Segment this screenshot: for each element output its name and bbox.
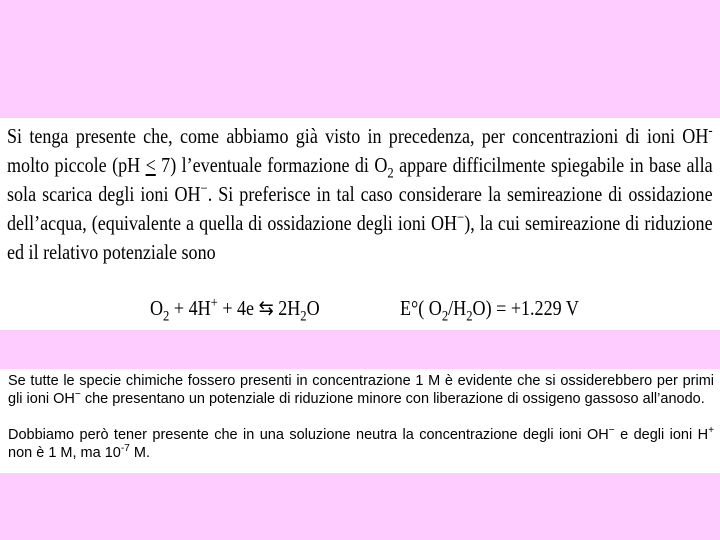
oxidation-paragraph: Se tutte le specie chimiche fossero presenti in concentrazione 1 M è evidente che si ossiderebbero per primi gli ioni OH− che presentano un potenziale di riduzione minore con liberazione di ossigeno gassoso all’anodo. [8, 373, 714, 407]
intro-paragraph: Si tenga presente che, come abbiamo già visto in precedenza, per concentrazioni di ioni OH- molto piccole (pH < 7) l’eventuale formazione di $O_2$ appare difficilmente spiegabile in base alla sola scarica degli ioni OH−. Si preferisce in tal caso considerare la semireazione di ossidazione dell’acqua, (equivalente a quella di ossidazione degli ioni OH−), la cui semireazione di riduzione ed il relativo potenziale sono [7, 122, 713, 264]
reduction-half-reaction: $O_2 + 4H^+ + 4e$ ⇆ $2H_2O$ [150, 294, 320, 325]
standard-potential: E°( $O_2/H_2O) = +1.229$ V [400, 296, 579, 325]
bottom-text-panel [0, 369, 720, 473]
neutral-solution-paragraph: Dobbiamo però tener presente che in una soluzione neutra la concentrazione degli ioni OH− e degli ioni H+ non è 1 M, ma $10^{-7}$ M. [8, 425, 714, 461]
top-text-panel [0, 118, 720, 330]
